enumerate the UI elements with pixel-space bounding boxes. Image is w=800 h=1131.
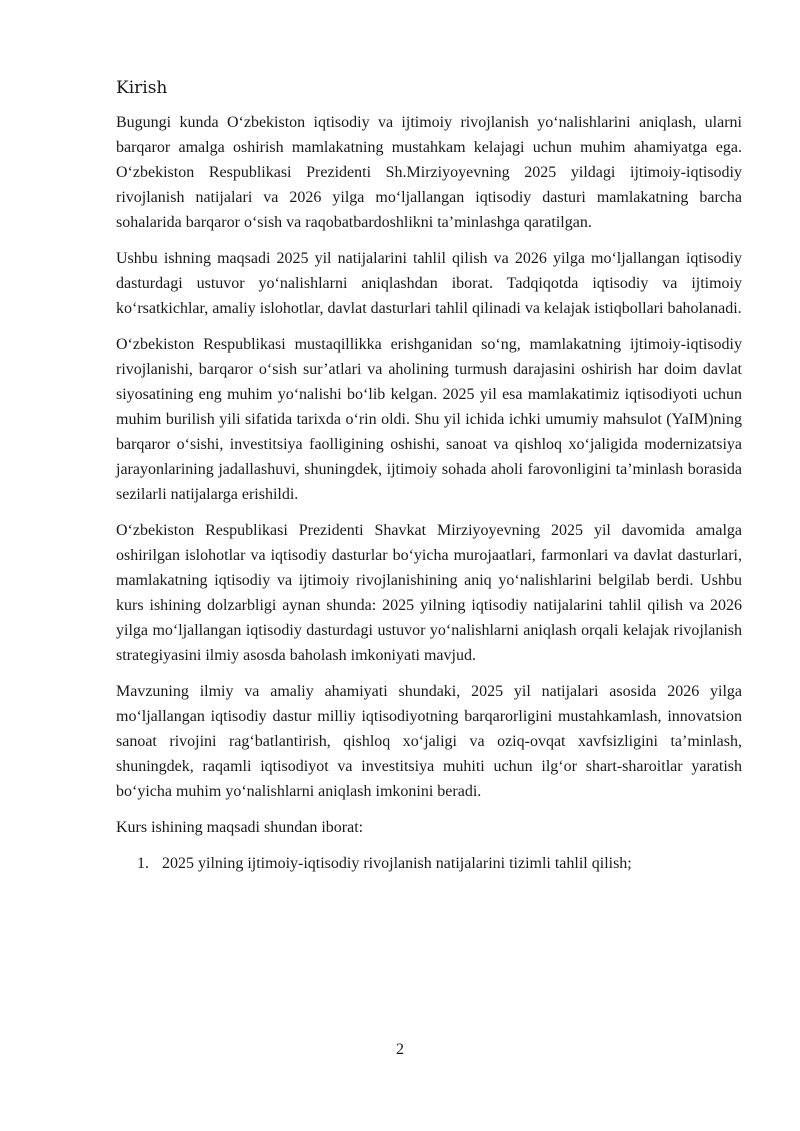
section-heading: Kirish [116, 78, 168, 98]
list-item-text: 2025 yilning ijtimoiy-iqtisodiy rivojlanish natijalarini tizimli tahlil qilish; [162, 855, 632, 872]
paragraph-4: O‘zbekiston Respublikasi Prezidenti Shavkat Mirziyoyevning 2025 yil davomida amalga oshirilgan islohotlar va iqtisodiy dasturlar bo‘yicha murojaatlari, farmonlari va davlat dasturlari, mamlakatning iqtisodiy va ijtimoiy rivojlanishining aniq yo‘nalishlarini belgilab berdi. Ushbu kurs ishining dolzarbligi aynan shunda: 2025 yilning iqtisodiy natijalarini tahlil qilish va 2026 yilga mo‘ljallangan iqtisodiy dasturdagi ustuvor yo‘nalishlarni aniqlash orqali kelajak rivojlanish strategiyasini ilmiy asosda baholash imkoniyati mavjud. [116, 522, 742, 664]
paragraph-6: Kurs ishining maqsadi shundan iborat: [116, 819, 364, 836]
page-number: 2 [396, 1041, 404, 1058]
list-item-number: 1. [137, 855, 149, 872]
page-content [116, 76, 742, 876]
list-item [116, 851, 742, 876]
paragraph-3: O‘zbekiston Respublikasi mustaqillikka erishganidan so‘ng, mamlakatning ijtimoiy-iqtisodiy rivojlanishi, barqaror o‘sish sur’atlari va aholining turmush darajasini oshirish har doim davlat siyosatining eng muhim yo‘nalishi bo‘lib kelgan. 2025 yil esa mamlakatimiz iqtisodiyoti uchun muhim burilish yili sifatida tarixda o‘rin oldi. Shu yil ichida ichki umumiy mahsulot (YaIM)ning barqaror o‘sishi, investitsiya faolligining oshishi, sanoat va qishloq xo‘jaligida modernizatsiya jarayonlarining jadallashuvi, shuningdek, ijtimoiy sohada aholi farovonligini ta’minlash borasida sezilarli natijalarga erishildi. [116, 336, 742, 503]
paragraph-1: Bugungi kunda O‘zbekiston iqtisodiy va ijtimoiy rivojlanish yo‘nalishlarini aniqlash, ularni barqaror amalga oshirish mamlakatning mustahkam kelajagi uchun muhim ahamiyatga ega. O‘zbekiston Respublikasi Prezidenti Sh.Mirziyoyevning 2025 yildagi ijtimoiy-iqtisodiy rivojlanish natijalari va 2026 yilga mo‘ljallangan iqtisodiy dasturi mamlakatning barcha sohalarida barqaror o‘sish va raqobatbardoshlikni ta’minlashga qaratilgan. [116, 114, 742, 231]
paragraph-5: Mavzuning ilmiy va amaliy ahamiyati shundaki, 2025 yil natijalari asosida 2026 yilga mo‘ljallangan iqtisodiy dastur milliy iqtisodiyotning barqarorligini mustahkamlash, innovatsion sanoat rivojini rag‘batlantirish, qishloq xo‘jaligi va oziq-ovqat xavfsizligini ta’minlash, shuningdek, raqamli iqtisodiyot va investitsiya muhiti uchun ilg‘or shart-sharoitlar yaratish bo‘yicha muhim yo‘nalishlarni aniqlash imkonini beradi. [116, 683, 742, 800]
goals-list [116, 851, 742, 876]
paragraph-2: Ushbu ishning maqsadi 2025 yil natijalarini tahlil qilish va 2026 yilga mo‘ljallangan iqtisodiy dasturdagi ustuvor yo‘nalishlarni aniqlashdan iborat. Tadqiqotda iqtisodiy va ijtimoiy ko‘rsatkichlar, amaliy islohotlar, davlat dasturlari tahlil qilinadi va kelajak istiqbollari baholanadi. [116, 250, 742, 317]
